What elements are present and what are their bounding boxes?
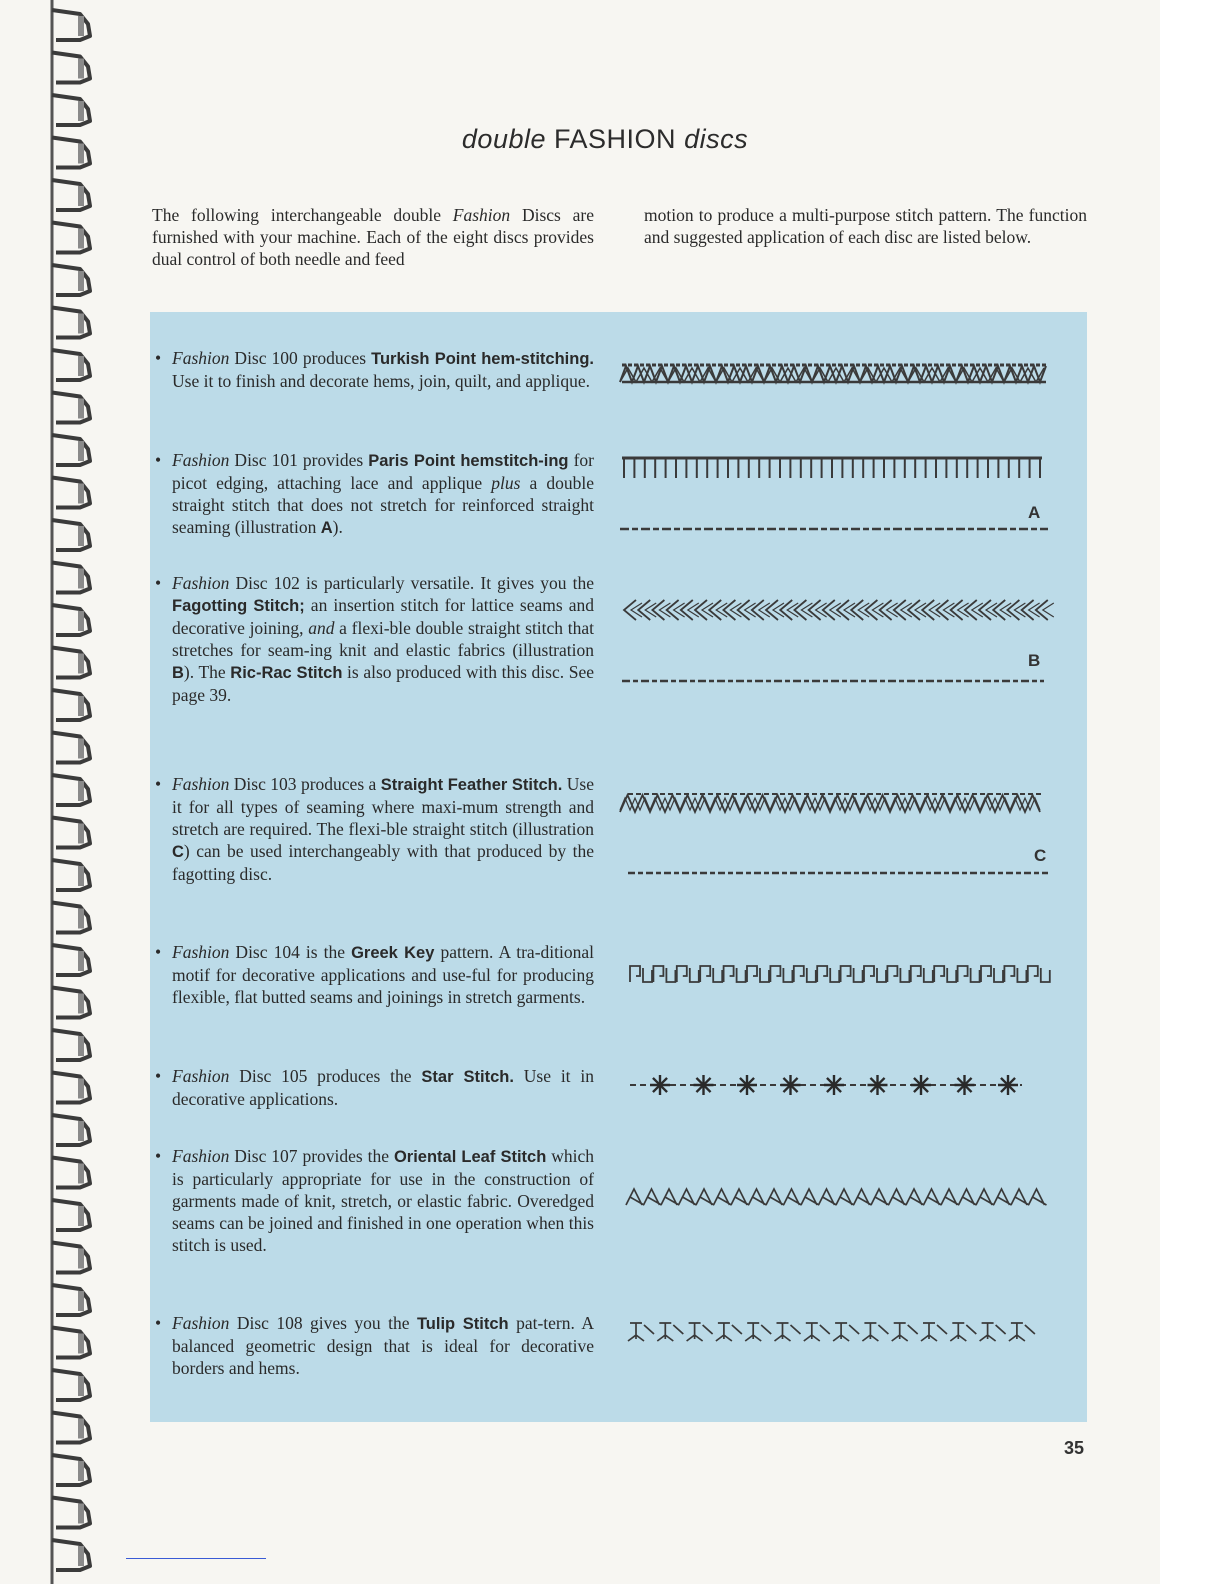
stitch-mark (854, 1189, 872, 1205)
binding-coil (52, 1370, 90, 1400)
stitch-mark (994, 968, 1003, 982)
stitch-mark (950, 1323, 976, 1341)
stitch-mark (807, 968, 816, 982)
fashion-word: Fashion (172, 348, 230, 368)
binding-coil-shade (78, 1291, 84, 1311)
binding-coil-shade (78, 1249, 84, 1269)
binding-coil (52, 1328, 90, 1358)
stitch-mark (626, 1189, 644, 1205)
binding-coil-shade (78, 526, 84, 546)
stitch-mark (713, 968, 722, 982)
stitch-mark (887, 603, 898, 617)
fashion-word: Fashion (172, 942, 230, 962)
binding-coil-shade (78, 866, 84, 886)
stitch-mark (747, 966, 757, 982)
stitch-mark (1009, 1323, 1035, 1341)
stitch-mark (644, 1189, 662, 1205)
stitch-mark (787, 603, 798, 617)
binding-coil (52, 860, 90, 890)
stitch-name: Turkish Point hem-stitching. (371, 350, 594, 368)
flexible-straight-stitch-c (620, 868, 1050, 878)
bullet: • (155, 942, 162, 962)
straight-feather-stitch-sample (620, 790, 1050, 816)
binding-coil (52, 10, 90, 40)
stitch-mark (1011, 1189, 1029, 1205)
stitch-mark (980, 1323, 1006, 1341)
binding-coil (52, 988, 90, 1018)
binding-coil (52, 1285, 90, 1315)
stitch-mark (661, 1189, 679, 1205)
greek-key-stitch-sample (620, 962, 1050, 986)
fashion-word: Fashion (172, 774, 230, 794)
binding-coil-shade (78, 1206, 84, 1226)
binding-coil (52, 775, 90, 805)
binding-coil (52, 1115, 90, 1145)
stitch-mark (994, 1189, 1012, 1205)
text-run: Disc 104 is the (229, 942, 352, 962)
stitch-mark (1028, 966, 1038, 982)
binding-coil-shade (78, 1121, 84, 1141)
text-run: is also produced with this disc. See page 39. (172, 662, 595, 705)
stitch-name: Ric-Rac Stitch (230, 664, 343, 682)
stitch-mark (924, 1189, 942, 1205)
stitch-mark (817, 966, 827, 982)
stitch-mark (716, 1323, 742, 1341)
bullet: • (155, 1146, 162, 1166)
binding-coil-shade (78, 611, 84, 631)
fashion-word: Fashion (172, 1066, 230, 1086)
binding-coil (52, 733, 90, 763)
stitch-mark (745, 1323, 771, 1341)
binding-coil (52, 53, 90, 83)
fashion-word: Fashion (172, 450, 230, 470)
stitch-mark (628, 1323, 654, 1341)
binding-coil (52, 563, 90, 593)
stitch-mark (674, 603, 685, 617)
binding-coil (52, 350, 90, 380)
bullet: • (155, 450, 162, 470)
stitch-mark (696, 1189, 714, 1205)
stitch-mark (730, 603, 741, 617)
binding-coil (52, 265, 90, 295)
stitch-mark (976, 1189, 994, 1205)
stitch-name: Tulip Stitch (416, 1315, 509, 1333)
tulip-stitch-sample (620, 1318, 1050, 1344)
stitch-mark (833, 1323, 859, 1341)
binding-coil-shade (78, 1334, 84, 1354)
stitch-mark (972, 603, 983, 617)
intro-text-left: The following interchangeable double Fashion Discs are furnished with your machine. Each of the eight discs provides dual control of both needle and feed (152, 205, 594, 269)
title-word-double: double (461, 124, 546, 154)
text-run: pat-tern. A balanced geometric design that is ideal for decorative borders and hems. (172, 1313, 594, 1378)
disc-102-description (155, 572, 595, 706)
text-run: Use it for all types of seaming where maxi-mum strength and stretch are required. The flexi-ble straight stitch (illustration (172, 774, 594, 839)
binding-coil (52, 945, 90, 975)
stitch-mark (1029, 603, 1040, 617)
text-run: Disc 105 produces the (229, 1066, 422, 1086)
page-edge (1160, 0, 1224, 1584)
binding-coil-shade (78, 271, 84, 291)
binding-coil-shade (78, 1164, 84, 1184)
binding-coil-shade (78, 696, 84, 716)
stitch-mark (816, 603, 827, 617)
binding-coil (52, 223, 90, 253)
title-word-discs: discs (684, 124, 749, 154)
binding-coil-shade (78, 484, 84, 504)
star-stitch-sample (620, 1072, 1050, 1096)
stitch-mark (657, 1323, 683, 1341)
text-run: which is particularly appropriate for use in the construction of garments made of knit, stretch, or elastic fabric. Overedged seams can be joined and finished in one operation when this stitch is used. (172, 1146, 594, 1255)
binding-coil-shade (78, 399, 84, 419)
stitch-mark (700, 966, 710, 982)
bullet: • (155, 348, 162, 368)
stitch-mark (924, 968, 933, 982)
intro-text-right: motion to produce a multi-purpose stitch pattern. The function and suggested application of each disc are listed below. (644, 205, 1087, 247)
disc-108-description (155, 1312, 594, 1379)
text-run: Use it in decorative applications. (172, 1066, 594, 1109)
stitch-mark (1004, 966, 1014, 982)
text-run: Disc 107 provides the (229, 1146, 394, 1166)
illustration-ref: A (320, 519, 333, 537)
binding-coil-shade (78, 994, 84, 1014)
fagotting-stitch-sample (620, 597, 1050, 623)
binding-coil (52, 648, 90, 678)
stitch-mark (958, 966, 968, 982)
text-run: Use it to finish and decorate hems, join, quilt, and applique. (172, 371, 590, 391)
stitch-mark (724, 966, 734, 982)
stitch-mark (986, 603, 997, 617)
binding-coil (52, 1413, 90, 1443)
stitch-mark (643, 968, 652, 982)
disc-107-description (155, 1145, 594, 1256)
binding-coil (52, 393, 90, 423)
stitch-mark (887, 966, 897, 982)
stitch-mark (666, 968, 675, 982)
stitch-mark (659, 603, 670, 617)
stitch-mark (804, 1323, 830, 1341)
stitch-mark (687, 1323, 713, 1341)
binding-coil (52, 308, 90, 338)
binding-coil (52, 1455, 90, 1485)
stitch-zigzag (620, 798, 1040, 810)
binding-coil-shade (78, 229, 84, 249)
stitch-mark (854, 968, 863, 982)
binding-coil (52, 1200, 90, 1230)
binding-coil-shade (78, 1036, 84, 1056)
binding-coil-shade (78, 1504, 84, 1524)
binding-coil (52, 435, 90, 465)
binding-coil (52, 903, 90, 933)
stitch-mark (630, 966, 640, 982)
text-run: ). The (183, 662, 231, 682)
binding-coil-shade (78, 654, 84, 674)
spiral-binding (0, 0, 95, 1584)
page-title (0, 124, 1210, 155)
stitch-mark (737, 968, 746, 982)
stitch-mark (915, 603, 926, 617)
binding-coil-shade (78, 16, 84, 36)
stitch-mark (871, 1189, 889, 1205)
text-run: ) can be used interchangeably with that produced by the fagotting disc. (172, 841, 594, 884)
stitch-mark (784, 1189, 802, 1205)
binding-coil (52, 1158, 90, 1188)
illustration-c-label: C (1034, 846, 1047, 865)
stitch-name: Oriental Leaf Stitch (393, 1148, 547, 1166)
stitch-mark (872, 603, 883, 617)
stitch-mark (775, 1323, 801, 1341)
illustration-ref: B (172, 664, 184, 682)
binding-coil-shade (78, 569, 84, 589)
stitch-mark (911, 966, 921, 982)
paris-point-stitch-sample (620, 452, 1050, 480)
stitch-mark (864, 966, 874, 982)
title-word-fashion: FASHION (554, 124, 677, 154)
binding-coil-shade (78, 314, 84, 334)
footer-rule (126, 1558, 266, 1559)
stitch-mark (943, 603, 954, 617)
stitch-mark (877, 968, 886, 982)
turkish-point-stitch-sample (620, 360, 1050, 390)
binding-coil (52, 95, 90, 125)
binding-coil-shade (78, 1376, 84, 1396)
binding-coil (52, 1498, 90, 1528)
binding-coil-shade (78, 1546, 84, 1566)
bullet: • (155, 573, 162, 593)
stitch-mark (862, 1323, 888, 1341)
binding-coil (52, 818, 90, 848)
stitch-mark (1029, 1189, 1047, 1205)
oriental-leaf-stitch-sample (620, 1185, 1050, 1209)
binding-coil-shade (78, 1079, 84, 1099)
stitch-mark (759, 603, 770, 617)
stitch-mark (653, 966, 663, 982)
fashion-word: Fashion (172, 1313, 230, 1333)
stitch-mark (844, 603, 855, 617)
double-straight-stitch-b (620, 676, 1050, 686)
binding-coil (52, 1073, 90, 1103)
illustration-b-label: B (1028, 651, 1041, 670)
binding-coil (52, 1030, 90, 1060)
stitch-mark (688, 603, 699, 617)
text-run: pattern. A tra-ditional motif for decorative applications and use-ful for producing flexible, flat butted seams and joinings in stretch garments. (172, 942, 594, 1007)
emphasis: plus (491, 473, 521, 493)
binding-coil (52, 605, 90, 635)
stitch-mark (959, 1189, 977, 1205)
bullet: • (155, 1313, 162, 1333)
text-run: a double straight stitch that does not stretch for reinforced straight seaming (illustration (172, 473, 594, 537)
disc-103-description (155, 773, 594, 885)
page-number: 35 (1064, 1438, 1085, 1458)
stitch-mark (801, 1189, 819, 1205)
fashion-word: Fashion (172, 1146, 230, 1166)
stitch-mark (921, 1323, 947, 1341)
stitch-name: Star Stitch. (421, 1068, 514, 1086)
fashion-word: Fashion (172, 573, 230, 593)
stitch-mark (645, 603, 656, 617)
text-run: Disc 101 provides (229, 450, 369, 470)
stitch-mark (716, 603, 727, 617)
binding-coil-shade (78, 824, 84, 844)
binding-coil-shade (78, 101, 84, 121)
disc-100-description (155, 347, 594, 392)
disc-101-description (155, 449, 594, 539)
binding-coil-shade (78, 356, 84, 376)
disc-104-description (155, 941, 594, 1008)
bullet: • (155, 1066, 162, 1086)
binding-coil-shade (78, 739, 84, 759)
stitch-mark (690, 968, 699, 982)
text-run: an insertion stitch for lattice seams and decorative joining, (172, 595, 594, 638)
stitch-name: Greek Key (351, 944, 435, 962)
text-run: Disc 100 produces (229, 348, 372, 368)
stitch-mark (801, 603, 812, 617)
stitch-mark (830, 968, 839, 982)
stitch-mark (934, 966, 944, 982)
stitch-mark (714, 1189, 732, 1205)
disc-105-description (155, 1065, 594, 1110)
text-run: Disc 108 gives you the (229, 1313, 417, 1333)
stitch-mark (1014, 603, 1025, 617)
binding-coil-shade (78, 1419, 84, 1439)
stitch-name: Paris Point hemstitch-ing (368, 452, 569, 470)
stitch-mark (947, 968, 956, 982)
stitch-mark (770, 966, 780, 982)
stitch-mark (971, 968, 980, 982)
stitch-mark (929, 603, 940, 617)
stitch-mark (749, 1189, 767, 1205)
stitch-mark (794, 966, 804, 982)
stitch-mark (677, 966, 687, 982)
stitch-mark (783, 968, 792, 982)
binding-coil-shade (78, 1461, 84, 1481)
stitch-name: Fagotting Stitch; (172, 597, 305, 615)
text-run: for picot edging, attaching lace and applique (172, 450, 594, 493)
binding-coil-shade (78, 186, 84, 206)
stitch-mark (889, 1189, 907, 1205)
stitch-mark (892, 1323, 918, 1341)
binding-coil (52, 520, 90, 550)
binding-coil-shade (78, 441, 84, 461)
stitch-mark (773, 603, 784, 617)
binding-coil (52, 690, 90, 720)
text-run: a flexi-ble double straight stitch that stretches for seam-ing knit and elastic fabrics (illustration (172, 618, 594, 660)
stitch-mark (836, 1189, 854, 1205)
double-straight-stitch-a (620, 524, 1050, 534)
stitch-mark (679, 1189, 697, 1205)
stitch-mark (631, 603, 642, 617)
stitch-mark (841, 966, 851, 982)
binding-coil-shade (78, 951, 84, 971)
stitch-mark (766, 1189, 784, 1205)
stitch-mark (1017, 968, 1026, 982)
binding-coil (52, 180, 90, 210)
stitch-mark (858, 603, 869, 617)
text-run: ). (332, 517, 343, 537)
stitch-mark (900, 968, 909, 982)
binding-coil-shade (78, 781, 84, 801)
intro-fashion-word: Fashion (452, 205, 511, 225)
stitch-mark (731, 1189, 749, 1205)
stitch-mark (906, 1189, 924, 1205)
binding-coil (52, 1243, 90, 1273)
stitch-mark (702, 603, 713, 617)
stitch-mark (819, 1189, 837, 1205)
binding-coil-shade (78, 909, 84, 929)
emphasis: and (308, 618, 335, 638)
binding-coil (52, 478, 90, 508)
bullet: • (155, 774, 162, 794)
stitch-mark (958, 603, 969, 617)
stitch-mark (745, 603, 756, 617)
text-run: Disc 103 produces a (229, 774, 381, 794)
stitch-mark (981, 966, 991, 982)
illustration-a-label: A (1028, 503, 1041, 522)
stitch-name: Straight Feather Stitch. (380, 776, 563, 794)
illustration-ref: C (172, 843, 184, 861)
binding-coil (52, 1540, 90, 1570)
stitch-mark (830, 603, 841, 617)
stitch-mark (1041, 968, 1050, 982)
binding-coil-shade (78, 59, 84, 79)
stitch-mark (941, 1189, 959, 1205)
text-run: Disc 102 is particularly versatile. It gives you the (229, 573, 594, 593)
stitch-mark (1000, 603, 1011, 617)
stitch-mark (901, 603, 912, 617)
stitch-mark (760, 968, 769, 982)
